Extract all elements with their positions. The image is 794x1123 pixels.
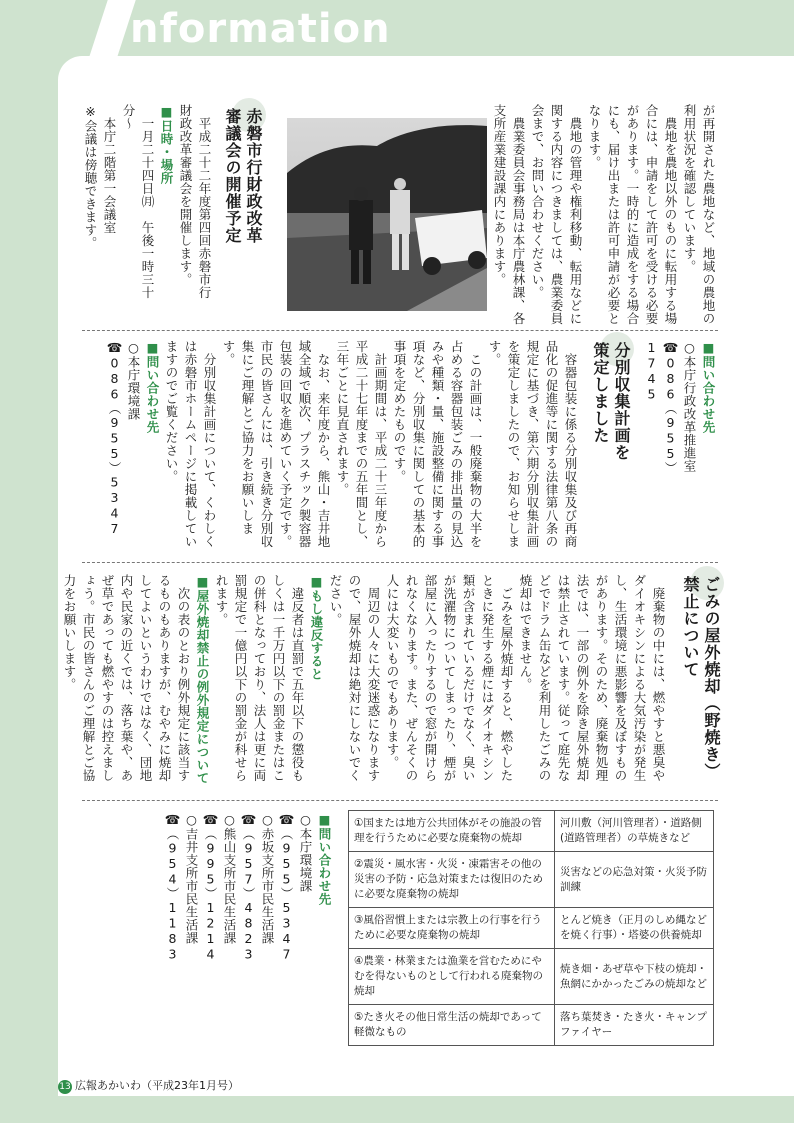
example-cell: 災害などの応急対策・火災予防訓練 [555,852,714,908]
title-line: 赤磐市行財政改革 [244,108,263,244]
table-row [349,852,714,908]
info-line: ※会議は傍聴できます。 [83,104,98,250]
example-cell: 河川敷（河川管理者）・道路側(道路管理者）の草焼きなど [555,811,714,852]
contact-line: ☎（995）1214 [203,812,218,962]
page-number: 13 [59,1082,71,1092]
contact-line: ☎086（955）1745 [644,340,678,475]
paragraph: 廃棄物の中には、燃やすと悪臭やダイオキシンによる大気汚染が発生し、生活環境に悪影響を及ぼすものがあります。そのため、廃棄物処理法では、一部の例外を除き屋外焼却は禁止されています。従って庭先などでドラム缶などを利用したごみの焼却はできません。 [518,574,666,782]
title-line: 禁止について [681,576,700,678]
subhead: ■ もし違反すると [307,574,326,794]
agri-continuation [494,104,718,336]
bunbetsu-body [107,340,580,552]
bunbetsu-top-contact [644,340,718,520]
title-line: 分別収集計画を [612,342,631,461]
paragraph: ごみを屋外焼却すると、燃やしたときに発生する煙にはダイオキシン類が含まれているだけでなく、臭いが洗濯物についてしまったり、煙が部屋に入ったりするので窓が開けられなくなります。また、ぜんそくの人には大変いものでもあります。 [385,574,514,782]
rule-cell: ⑤たき火その他日常生活の焼却であって軽微なもの [349,1005,555,1046]
footer-text: 広報あかいわ（平成23年1月号） [75,1079,239,1092]
header-title: nformation [130,6,391,52]
example-cell: 焼き畑・あぜ草や下枝の焼却・魚網にかかったごみの焼却など [555,949,714,1005]
example-cell: とんど焼き（正月のしめ縄などを焼く行事）・塔婆の供養焼却 [555,908,714,949]
gyozaisei-body [82,104,214,304]
subhead: ■ 屋外焼却禁止の例外規定について [193,574,212,794]
rule-cell: ④農業・林業または漁業を営むためにやむを得ないものとして行われる廃棄物の焼却 [349,949,555,1005]
paragraph: 農地を農地以外のものに転用する場合には、申請をして許可を受ける必要があります。一時的に造成をする場合にも、届け出または許可申請が必要となります。 [587,104,678,325]
photo-art [287,118,487,311]
bunbetsu-title [586,342,632,492]
exceptions-table [348,810,714,1046]
gyozaisei-title [218,108,264,258]
footer [58,1077,239,1094]
noyaki-title [674,576,722,786]
contact-line: ☎（954）1183 [165,812,180,962]
rule-cell: ③風俗習慣上または宗教上の行事を行うために必要な廃棄物の焼却 [349,908,555,949]
subhead: ■ 日時・場所 [157,104,176,304]
paragraph: 違反者は直罰で五年以下の懲役もしくは一千万円以下の罰金またはこの併科となっており、法人は更に両罰規定で一億円以下の罰金が科せられます。 [214,574,305,782]
table-row [349,811,714,852]
paragraph: 周辺の人々に大変迷惑になりますので、屋外焼却は絶対にしないでください。 [328,574,381,782]
noyaki-body [62,574,668,794]
paragraph: この計画は、一般廃棄物の大半を占める容器包装ごみの排出量の見込みや種類・量、施設整備に関する事項など、分別収集に関しての基本的事項を定めたものです。 [392,340,483,548]
paragraph: 容器包装に係る分別収集及び再商品化の促進等に関する法律第八条の規定に基づき、第六期分別収集計画を策定しましたので、お知らせします。 [487,340,578,548]
paragraph: 計画期間は、平成二十三年度から平成二十七年度までの五年間とし、三年ごとに見直されます。 [335,340,388,548]
table-row [349,949,714,1005]
paragraph: 次の表のとおり例外規定に該当するものもありますが、むやみに焼却してよいというわけではなく、団地内や民家の近くでは、落ち葉や、あぜ草であっても燃やすのは控えましょう。市民の皆さんのご理解とご協力をお願いします。 [62,574,191,782]
table-row [349,1005,714,1046]
table-row [349,908,714,949]
rule-cell: ①国または地方公共団体がその施設の管理を行うために必要な廃棄物の焼却 [349,811,555,852]
contact-line: ○本庁環境課 [298,812,313,893]
info-line: 本庁二階第一会議室 [102,116,117,234]
field-photo [287,118,487,311]
contact-line: ○本庁環境課 [126,340,141,421]
contact-line: ☎（955）5347 [279,812,294,962]
subhead: ■ 問い合わせ先 [699,340,718,520]
title-line: 策定しました [591,342,610,444]
contact-line: ☎086（955）5347 [107,340,122,537]
divider-middle [82,562,718,563]
noyaki-contact [158,812,334,1052]
contact-line: ○熊山支所市民生活課 [222,812,237,945]
paragraph: 農地の管理や権利移動、転用などに関する内容につきましては、農業委員会まで、お問い合わせください。 [530,104,583,325]
divider-lower [82,800,718,801]
contact-line: ○吉井支所市民生活課 [184,812,199,945]
subhead: ■ 問い合わせ先 [143,340,162,552]
paragraph: 分別収集計画について、くわしくは赤磐市ホームページに掲載していますのでご覧ください。 [164,340,217,548]
title-line: ごみの屋外焼却（野焼き） [702,576,721,780]
contact-line: ○本庁行政改革推進室 [682,340,697,473]
info-line: 一月二十四日㈪ 午後一時三十分～ [121,104,155,299]
paragraph: 平成二十二年度第四回赤磐市行財政改革審議会を開催します。 [178,104,212,299]
contact-line: ☎（957）4823 [241,812,256,962]
paragraph: が再開された農地など、地域の農地の利用状況を確認しています。 [682,104,716,325]
contact-line: ○赤坂支所市民生活課 [260,812,275,945]
rule-cell: ②震災・風水害・火災・凍霜害その他の災害の予防・応急対策または復旧のために必要な廃棄物の焼却 [349,852,555,908]
example-cell: 落ち葉焚き・たき火・キャンプファイヤー [555,1005,714,1046]
subhead: ■ 問い合わせ先 [315,812,334,1052]
paragraph: 農業委員会事務局は本庁農林課、各支所産業建設課内にあります。 [492,104,526,325]
divider-top [82,330,718,331]
title-line: 審議会の開催予定 [223,108,242,244]
paragraph: なお、来年度から、熊山・吉井地域全域で順次、プラスチック製容器包装の回収を進めていく予定です。市民の皆さんには、引き続き分別収集にご理解とご協力をお願いします。 [221,340,331,548]
